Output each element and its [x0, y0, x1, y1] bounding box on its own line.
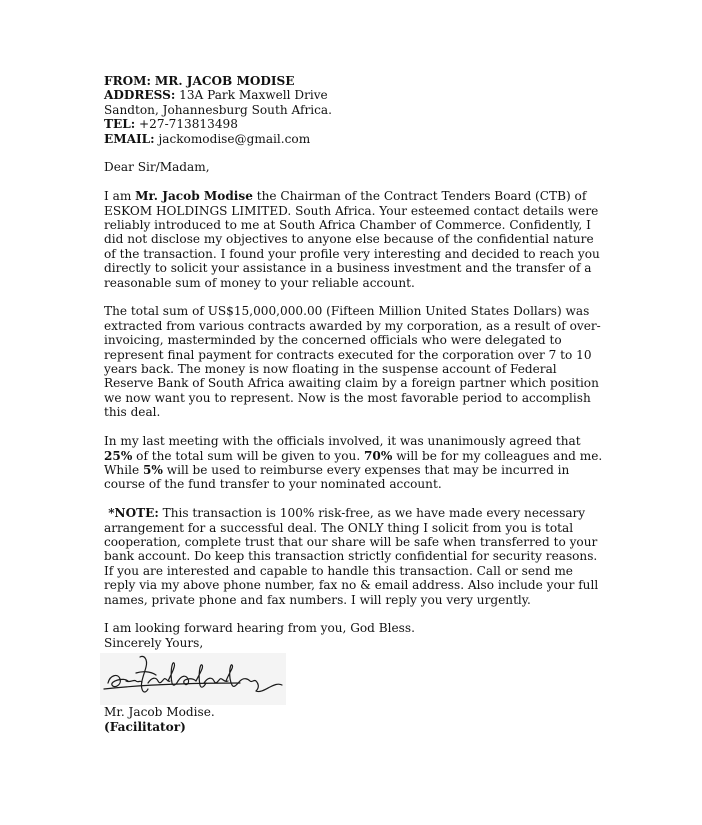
paragraph-intro-lead: I am [104, 189, 136, 204]
sign-off: Sincerely Yours, [104, 635, 204, 650]
email-value: jackomodise@gmail.com [158, 131, 311, 146]
share-pct-expenses: 5% [142, 462, 163, 477]
closing-line: I am looking forward hearing from you, God Bless. [104, 621, 415, 636]
signatory-role: (Facilitator) [104, 719, 186, 734]
note-label: *NOTE: [104, 506, 159, 521]
from-label: FROM: [104, 74, 152, 88]
paragraph-sum: The total sum of US$15,000,000.00 (Fifteen Million United States Dollars) was extracted from various contracts awarded by my corporation, as a result of over-invoicing, masterminded by the concerned officials who were delegated to represent final payment for contracts executed for the corporation over 7 to 10 years back. The money is now floating in the suspense account of Federal Reserve Bank of South Africa awaiting claim by a foreign partner which position we now want you to represent. Now is the most favorable period to accomplish this deal. [104, 304, 601, 420]
address-label: ADDRESS: [104, 88, 176, 103]
paragraph-intro [104, 189, 606, 290]
sharing-part-4: will be used to reimburse every expenses that may be incurred in course of the fund transfer to your nominated account. [104, 462, 570, 492]
paragraph-sharing [104, 434, 606, 492]
signature-icon [100, 653, 286, 705]
sender-name-bold: Mr. Jacob Modise [135, 189, 253, 204]
tel-line [104, 117, 606, 131]
share-pct-you: 25% [104, 448, 133, 463]
handwritten-signature [100, 653, 286, 705]
sharing-part-3: will be for my colleagues and me. While [104, 448, 603, 477]
address-line-2: Sandton, Johannesburg South Africa. [104, 102, 332, 117]
sharing-intro: In my last meeting with the officials involved, it was unanimously agreed that [104, 434, 581, 449]
address-line-1 [104, 88, 606, 102]
address-street: 13A Park Maxwell Drive [179, 88, 328, 103]
letter-body [104, 74, 606, 734]
from-line [104, 74, 606, 88]
sender-header [104, 74, 606, 146]
tel-value: +27-713813498 [139, 117, 238, 132]
email-line [104, 132, 606, 146]
from-value: MR. JACOB MODISE [154, 74, 295, 88]
share-pct-colleagues: 70% [364, 448, 393, 463]
sharing-part-2: of the total sum will be given to you. [132, 448, 365, 463]
tel-label: TEL: [104, 117, 136, 132]
note-text: This transaction is 100% risk-free, as we have made every necessary arrangement for a successful deal. The ONLY thing I solicit from you is total cooperation, complete trust that our share will be safe when transferred to your bank account. Do keep this transaction strictly confidential for security reasons. If you are interested and capable to handle this transaction. Call or send me reply via my above phone number, fax no & email address. Also include your full names, private phone and fax numbers. I will reply you very urgently. [104, 506, 599, 607]
signatory-name: Mr. Jacob Modise. [104, 705, 215, 720]
paragraph-note [104, 506, 606, 607]
salutation: Dear Sir/Madam, [104, 160, 210, 175]
paragraph-intro-rest: the Chairman of the Contract Tenders Board (CTB) of ESKOM HOLDINGS LIMITED. South Africa. Your esteemed contact details were reliably introduced to me at South Africa Chamber of Commerce. Confidently, I did not disclose my objectives to anyone else because of the confidential nature of the transaction. I found your profile very interesting and decided to reach you directly to solicit your assistance in a business investment and the transfer of a reasonable sum of money to your reliable account. [104, 189, 600, 290]
email-label: EMAIL: [104, 131, 155, 146]
